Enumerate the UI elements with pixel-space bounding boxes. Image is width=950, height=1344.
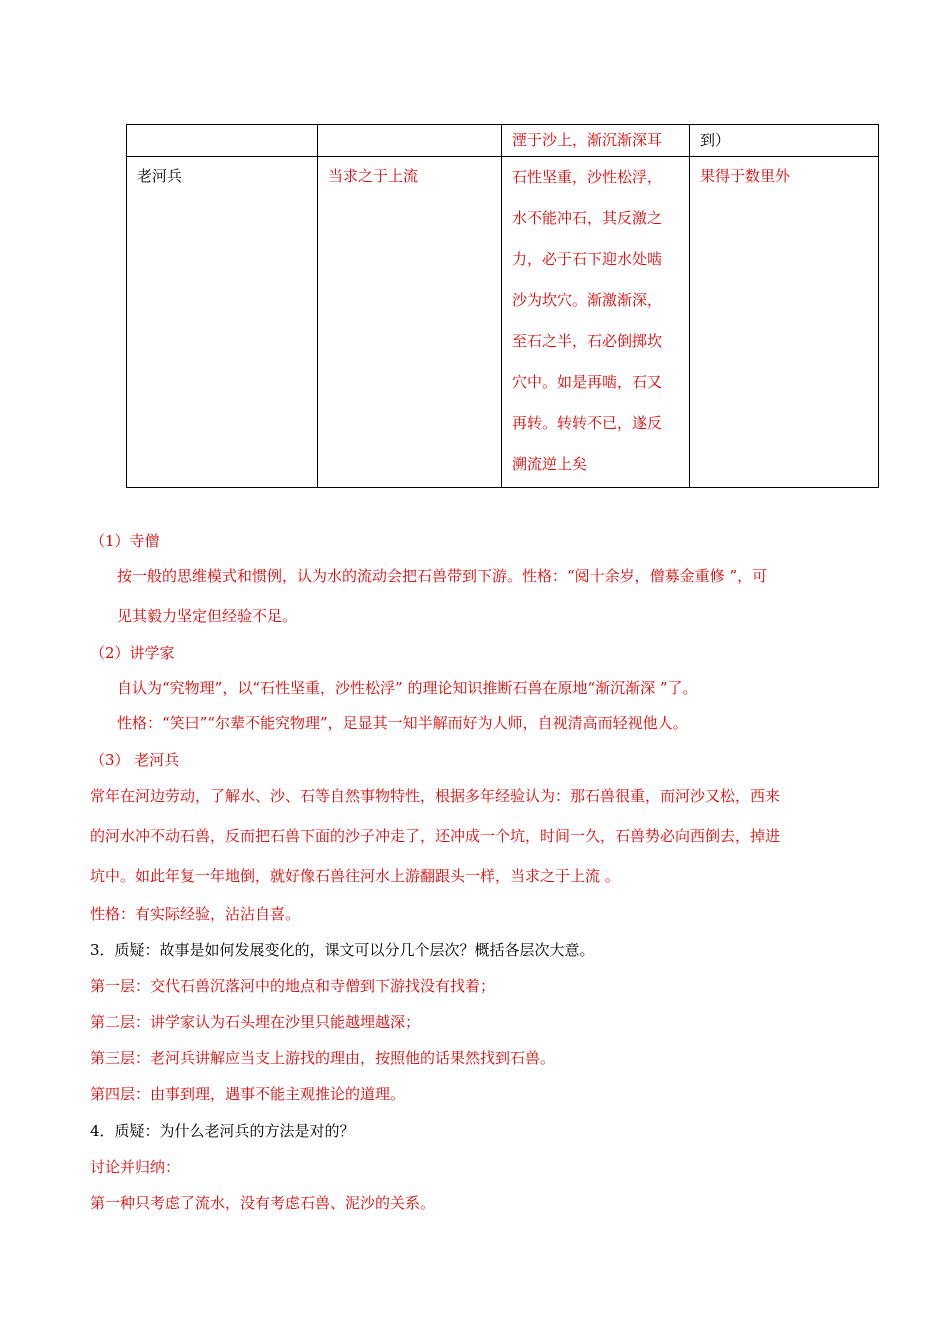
paragraph-line: 按一般的思维模式和惯例，认为水的流动会把石兽带到下游。性格：“阅十余岁，僧募金重修 ”，可 (117, 567, 768, 585)
table-cell (318, 125, 502, 157)
question-3: 3．质疑：故事是如何发展变化的，课文可以分几个层次？概括各层次大意。 (90, 941, 595, 959)
table-row (127, 157, 879, 488)
reason-line: 石性坚重，沙性松浮， (512, 168, 663, 186)
table-cell (127, 125, 318, 157)
paragraph-line: 常年在河边劳动，了解水、沙、石等自然事物特性，根据多年经验认为：那石兽很重，而河沙又松，西来 (90, 787, 781, 805)
table-cell-result: 果得于数里外 (690, 157, 879, 488)
reason-line: 溯流逆上矣 (512, 455, 588, 473)
paragraph-line: 性格：有实际经验，沾沾自喜。 (90, 905, 301, 923)
layer-item: 第四层：由事到理，遇事不能主观推论的道理。 (90, 1085, 406, 1103)
reason-line: 再转。转转不已，遂反 (512, 414, 663, 432)
reason-line: 水不能冲石，其反激之 (512, 209, 663, 227)
question-4: 4．质疑：为什么老河兵的方法是对的？ (90, 1122, 355, 1140)
layer-item: 第二层：讲学家认为石头埋在沙里只能越埋越深； (90, 1013, 421, 1031)
discussion-label: 讨论并归纳： (90, 1158, 181, 1176)
reason-line: 力，必于石下迎水处啮 (512, 250, 663, 268)
section-heading-soldier: （3） 老河兵 (90, 751, 180, 769)
paragraph-line: 第一种只考虑了流水，没有考虑石兽、泥沙的关系。 (90, 1194, 436, 1212)
paragraph-line: 见其毅力坚定但经验不足。 (117, 607, 298, 625)
reason-line: 穴中。如是再啮，石又 (512, 373, 663, 391)
table-cell: 湮于沙上，渐沉渐深耳 (502, 125, 690, 157)
paragraph-line: 自认为“究物理”，以“石性坚重，沙性松浮” 的理论知识推断石兽在原地“渐沉渐深 ”了。 (117, 679, 698, 697)
table-cell-character: 老河兵 (127, 157, 318, 488)
layer-item: 第三层：老河兵讲解应当支上游找的理由，按照他的话果然找到石兽。 (90, 1049, 556, 1067)
reason-line: 至石之半，石必倒掷坎 (512, 332, 663, 350)
layer-item: 第一层：交代石兽沉落河中的地点和寺僧到下游找没有找着； (90, 977, 496, 995)
section-heading-scholar: （2）讲学家 (90, 644, 175, 662)
comparison-table (126, 124, 879, 488)
paragraph-line: 的河水冲不动石兽，反而把石兽下面的沙子冲走了，还冲成一个坑，时间一久，石兽势必向西倒去，掉进 (90, 827, 781, 845)
paragraph-line: 性格：“笑曰”“尔辈不能究物理”，足显其一知半解而好为人师，自视清高而轻视他人。 (117, 714, 688, 732)
paragraph-line: 坑中。如此年复一年地倒，就好像石兽往河水上游翻跟头一样，当求之于上流 。 (90, 867, 620, 885)
table-cell-place: 当求之于上流 (318, 157, 502, 488)
table-cell-reason (502, 157, 690, 488)
table-cell: 到） (690, 125, 879, 157)
reason-line: 沙为坎穴。渐激渐深， (512, 291, 663, 309)
section-heading-monk: （1）寺僧 (90, 532, 160, 550)
table-row (127, 125, 879, 157)
